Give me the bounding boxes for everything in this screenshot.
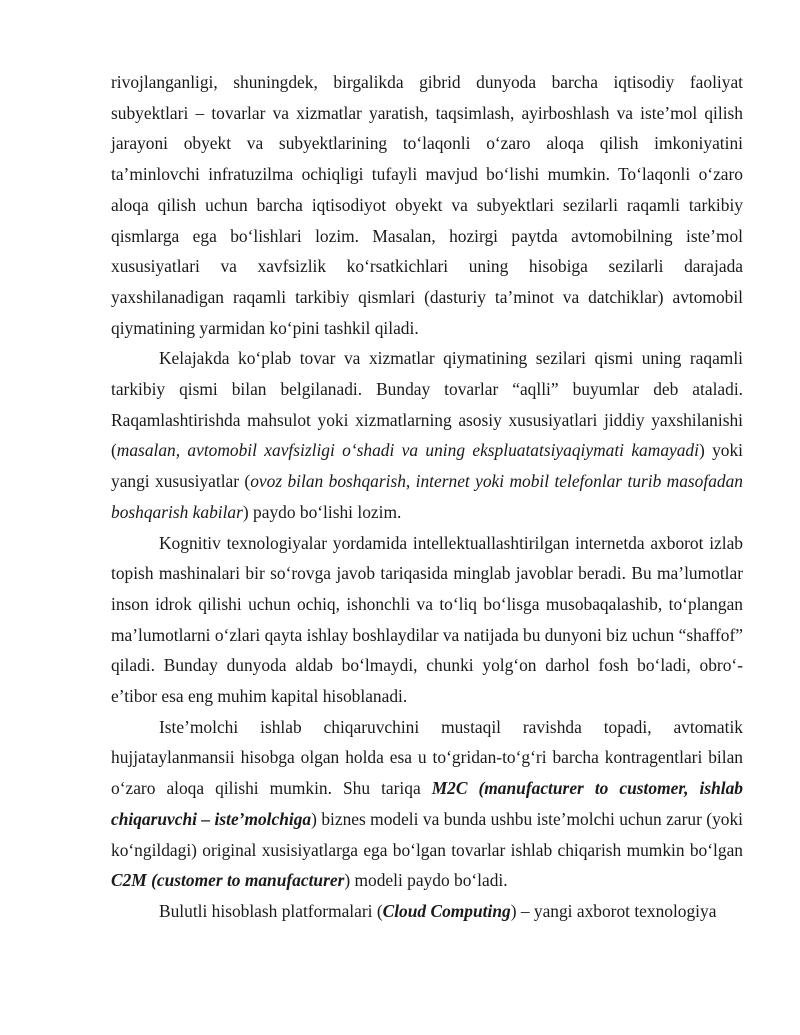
paragraph-4-text: ) modeli paydo bo‘ladi. [344,870,508,891]
paragraph-4-text: ) biznes modeli va bunda ushbu iste’molchi uchun zarur (yoki ko‘ngildagi) original xusisiyatlarga ega bo‘lgan tovarlar ishlab chiqarish mumkin bo‘lgan [111,808,743,860]
paragraph-3-text: Kognitiv texnologiyalar yordamida intellektuallashtirilgan internetda axborot izlab topish mashinalari bir so‘rovga javob tariqasida minglab javoblar beradi. Bu ma’lumotlar inson idrok qilishi uchun ochiq, ishonchli va to‘liq bo‘lisga musobaqalashib, to‘plangan ma’lumotlarni o‘zlari qayta ishlay boshlaydilar va natijada bu dunyoni biz uchun “shaffof” qiladi. Bunday dunyoda aldab bo‘lmaydi, chunki yolg‘on darhol fosh bo‘ladi, obro‘-e’tibor esa eng muhim kapital hisoblanadi. [111,532,743,707]
paragraph-4 [111,712,743,896]
paragraph-2-text: Kelajakda ko‘plab tovar va xizmatlar qiymatining sezilari qismi uning raqamli tarkibiy qismi bilan belgilanadi. Bunday tovarlar “aqlli” buyumlar deb ataladi. Raqamlashtirishda mahsulot yoki xizmatlarning asosiy xususiyatlari jiddiy yaxshilanishi ( [111,348,743,461]
paragraph-1-text: rivojlanganligi, shuningdek, birgalikda gibrid dunyoda barcha iqtisodiy faoliyat subyektlari – tovarlar va xizmatlar yaratish, taqsimlash, ayirboshlash va iste’mol qilish jarayoni obyekt va subyektlarining to‘laqonli o‘zaro aloqa qilish imkoniyatini ta’minlovchi infratuzilma ochiqligi tufayli mavjud bo‘lishi mumkin. To‘laqonli o‘zaro aloqa qilish uchun barcha iqtisodiyot obyekt va subyektlari sezilarli raqamli tarkibiy qismlarga ega bo‘lishlari lozim. Masalan, hozirgi paytda avtomobilning iste’mol xususiyatlari va xavfsizlik ko‘rsatkichlari uning hisobiga sezilarli darajada yaxshilanadigan raqamli tarkibiy qismlari (dasturiy ta’minot va datchiklar) avtomobil qiymatining yarmidan ko‘pini tashkil qiladi. [111,72,743,338]
paragraph-4-term-c2m: C2M (customer to manufacturer [111,870,345,891]
paragraph-2 [111,343,743,527]
paragraph-2-text: ) yoki yangi xususiyatlar ( [111,440,743,492]
paragraph-2-italic-example: masalan, avtomobil xavfsizligi o‘shadi va uning ekspluatatsiyaqiymati kamayadi [116,440,699,461]
paragraph-5 [111,896,743,927]
paragraph-1 [111,67,743,343]
paragraph-5-text: ) – yangi axborot texnologiya [510,900,717,921]
paragraph-3 [111,528,743,712]
paragraph-2-italic-example: ovoz bilan boshqarish, internet yoki mobil telefonlar turib masofadan boshqarish kabilar [111,471,743,522]
paragraph-4-term-m2c: M2C (manufacturer to customer, ishlab chiqaruvchi – iste’molchiga [111,778,743,829]
paragraph-5-term-cloud-computing: Cloud Computing [382,900,511,921]
paragraph-5-text: Bulutli hisoblash platformalari ( [159,900,383,921]
paragraph-2-text: ) paydo bo‘lishi lozim. [242,501,402,522]
document-page [111,67,743,927]
paragraph-4-text: Iste’molchi ishlab chiqaruvchini mustaqil ravishda topadi, avtomatik hujjataylanmansii hisobga olgan holda esa u to‘gridan-to‘g‘ri barcha kontragentlari bilan o‘zaro aloqa qilishi mumkin. Shu tariqa [111,716,743,799]
